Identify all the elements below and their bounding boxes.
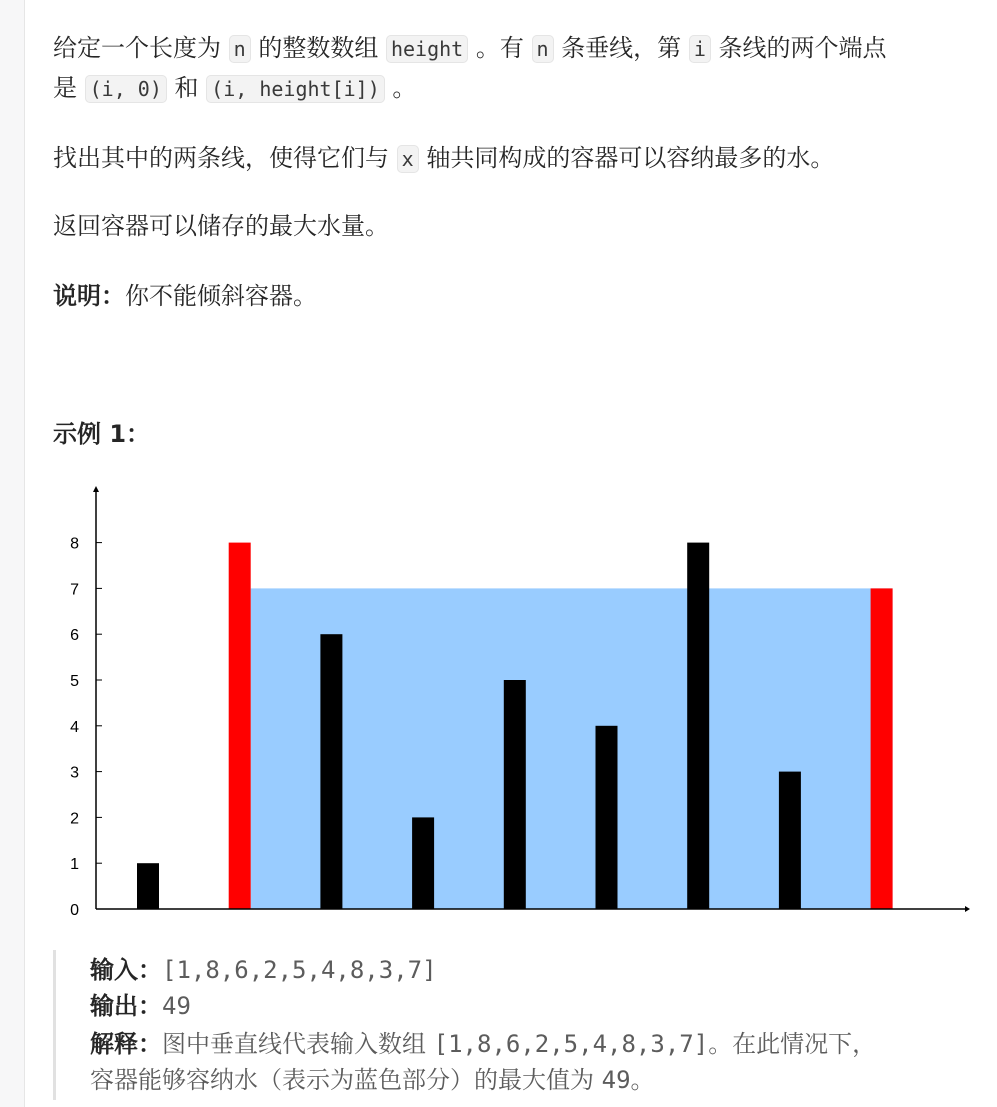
example-explanation: 解释：图中垂直线代表输入数组 [1,8,6,2,5,4,8,3,7]。在此情况下， xyxy=(90,1030,877,1058)
bar-3 xyxy=(412,817,434,909)
bar-8 xyxy=(871,588,893,909)
bar-5 xyxy=(596,726,618,909)
bar-1 xyxy=(229,543,251,909)
x-axis-arrow xyxy=(965,906,970,912)
code-i: i xyxy=(689,35,711,63)
container-chart xyxy=(53,480,973,930)
y-tick-label-2: 2 xyxy=(70,810,79,828)
example-title: 示例 1： xyxy=(53,420,151,448)
bar-0 xyxy=(137,863,159,909)
example-block xyxy=(53,950,976,1100)
code-point-1: (i, 0) xyxy=(85,75,167,103)
code-point-2: (i, height[i]) xyxy=(206,75,385,103)
y-tick-label-7: 7 xyxy=(70,581,79,599)
y-tick-label-4: 4 xyxy=(70,718,79,736)
y-tick-label-8: 8 xyxy=(70,535,79,553)
code-n-2: n xyxy=(532,35,554,63)
y-tick-label-3: 3 xyxy=(70,764,79,782)
paragraph-1: 给定一个长度为 n 的整数数组 height 。有 n 条垂线，第 i 条线的两个端点 xyxy=(53,34,887,62)
example-explanation-cont: 容器能够容纳水（表示为蓝色部分）的最大值为 49。 xyxy=(90,1066,655,1094)
note xyxy=(53,276,317,316)
code-n: n xyxy=(229,35,251,63)
paragraph-3: 返回容器可以储存的最大水量。 xyxy=(53,212,389,240)
note-text: 你不能倾斜容器。 xyxy=(125,282,317,310)
left-gutter xyxy=(0,0,25,1107)
code-height: height xyxy=(386,35,468,63)
y-tick-label-6: 6 xyxy=(70,627,79,645)
y-tick-label-5: 5 xyxy=(70,673,79,690)
y-tick-label-0: 0 xyxy=(70,902,79,919)
example-input: 输入：[1,8,6,2,5,4,8,3,7] xyxy=(90,956,437,984)
note-label: 说明： xyxy=(53,282,125,310)
paragraph-1-cont: 是 (i, 0) 和 (i, height[i]) 。 xyxy=(53,74,417,102)
bar-2 xyxy=(320,634,342,909)
bar-7 xyxy=(779,772,801,909)
paragraph-2: 找出其中的两条线，使得它们与 x 轴共同构成的容器可以容纳最多的水。 xyxy=(53,144,835,172)
bar-6 xyxy=(687,543,709,909)
y-tick-label-1: 1 xyxy=(70,856,79,874)
code-x: x xyxy=(397,145,419,173)
y-axis-arrow xyxy=(93,486,99,492)
example-output: 输出：49 xyxy=(90,992,191,1020)
bar-4 xyxy=(504,680,526,909)
